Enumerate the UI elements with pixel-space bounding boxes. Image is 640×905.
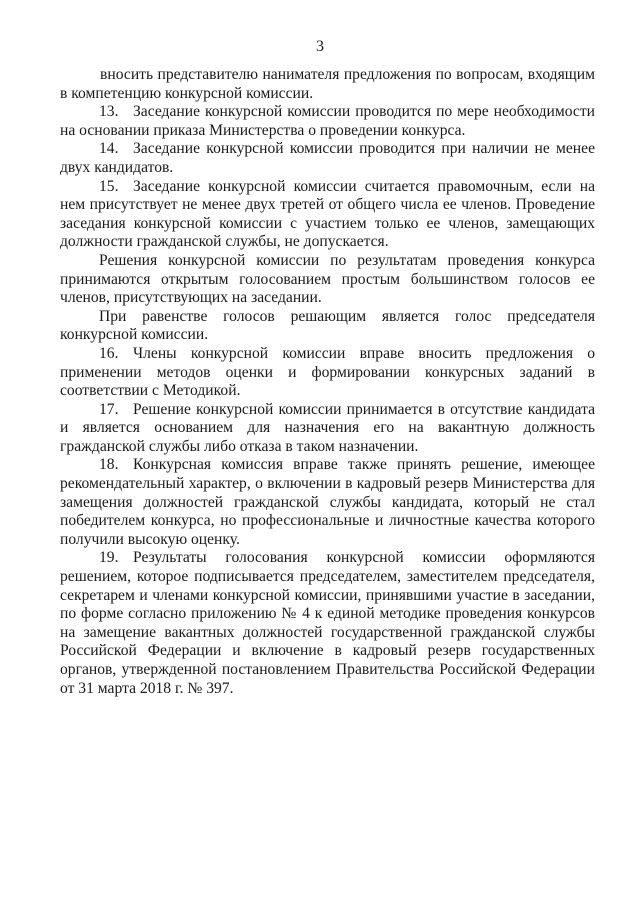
paragraph-15: [60, 178, 595, 252]
paragraph-14: [60, 140, 595, 177]
paragraph-number: 18.: [99, 456, 119, 474]
paragraph-13: [60, 103, 595, 140]
paragraph-text: вносить представителю нанимателя предложения по вопросам, входящим в компетенцию конкурсной комиссии.: [60, 66, 595, 102]
paragraph-number: 13.: [99, 103, 119, 121]
paragraph-17: [60, 401, 595, 457]
paragraph-text: Заседание конкурсной комиссии проводится при наличии не менее двух кандидатов.: [60, 140, 595, 176]
paragraph-number: 16.: [99, 344, 119, 362]
page-number: 3: [316, 38, 324, 55]
paragraph-text: Решения конкурсной комиссии по результатам проведения конкурса принимаются открытым голосованием простым большинством голосов ее членов, присутствующих на заседании.: [60, 251, 595, 307]
paragraph-continuation: [60, 66, 595, 103]
paragraph-text: Заседание конкурсной комиссии считается правомочным, если на нем присутствует не менее двух третей от общего числа ее членов. Проведение заседания конкурсной комиссии с участием только ее членов, замещающих должности гражданской службы, не допускается.: [60, 177, 595, 251]
paragraph-text: Результаты голосования конкурсной комиссии оформляются решением, которое подписывается председателем, заместителем председателя, секретарем и членами конкурсной комиссии, принявшими участие в заседании, по форме согласно приложению № 4 к единой методике проведения конкурсов на замещение вакантных должностей государственной гражданской службы Российской Федерации и включение в кадровый резерв государственных органов, утвержденной постановлением Правительства Российской Федерации от 31 марта 2018 г. № 397.: [60, 549, 595, 697]
paragraph-text: Решение конкурсной комиссии принимается в отсутствие кандидата и является основанием для назначения его на вакантную должность гражданской службы либо отказа в таком назначении.: [60, 400, 595, 455]
document-body: [60, 66, 595, 698]
paragraph-text: Конкурсная комиссия вправе также принять решение, имеющее рекомендательный характер, о включении в кадровый резерв Министерства для замещения должностей гражданской службы кандидата, который не стал победителем конкурса, но профессиональные и личностные качества которого получили высокую оценку.: [60, 456, 595, 548]
paragraph-decisions: [60, 252, 595, 308]
paragraph-18: [60, 456, 595, 549]
paragraph-16: [60, 345, 595, 401]
paragraph-number: 19.: [99, 549, 119, 567]
paragraph-number: 15.: [99, 177, 119, 195]
paragraph-text: Заседание конкурсной комиссии проводится по мере необходимости на основании приказа Министерства о проведении конкурса.: [60, 103, 595, 139]
paragraph-tie-vote: [60, 308, 595, 345]
paragraph-text: Члены конкурсной комиссии вправе вносить предложения о применении методов оценки и формировании конкурсных заданий в соответствии с Методикой.: [60, 344, 595, 400]
paragraph-number: 17.: [99, 400, 119, 418]
paragraph-number: 14.: [99, 140, 119, 158]
paragraph-text: При равенстве голосов решающим является голос председателя конкурсной комиссии.: [60, 307, 595, 344]
paragraph-19: [60, 549, 595, 698]
